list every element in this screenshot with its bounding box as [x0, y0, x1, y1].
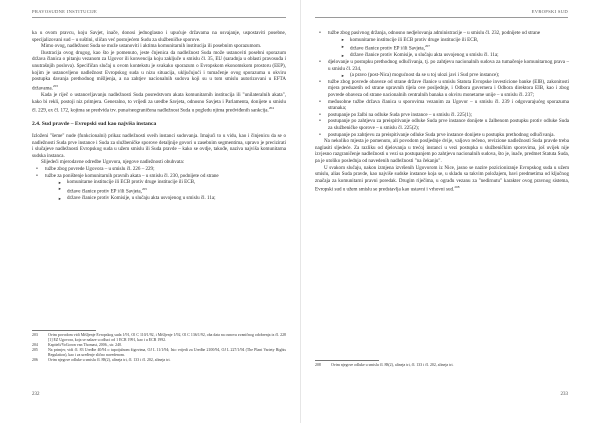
page-number: 232 — [32, 392, 40, 397]
running-header: EVROPSKI SUD — [531, 9, 568, 14]
header-rule — [315, 17, 568, 18]
footnotes — [32, 330, 286, 364]
paragraph: U svakom slučaju, nakon izmjena izvršenih Ugovorom iz Nice, jasno se nazire pozicioniranje Evropskog suda u užem smislu, alias Suda pravde, kao najviše sudske instance koja se, u skladu sa takvim položajem, bavi predmetima od ključnog značaja za komunitarni pravni poredak. Drugim riječima, u ograđu vezanu za "nedirnutu" karakter ovog pravnog sistema, Evropski sud u užem smislu se predstavlja kao ustavni i vrhovni sud.$^{208}$ — [315, 164, 569, 193]
footnotes — [315, 360, 569, 368]
list-item: • postupanje po zahtjevu za preispitivanje odluke Suda prve instance donijete u postupku prethodnog odlučivanja. — [315, 132, 569, 139]
footnote-mark[interactable]: 205 — [141, 186, 148, 191]
list-item: • tužbe zbog povrede Ugovora – u smislu čl. 226 – 229; — [32, 166, 286, 173]
footnote: 208 Ovim njegove odluke u smislu čl. 88(2), alineja tri, čl. 133 i čl. 202, alineja tri. — [315, 363, 454, 367]
competence-list — [32, 166, 286, 202]
list-item: • međusobne tužbe država članica u sporovima vezanim za Ugovor – u smislu čl. 239 i odgovarajućeg sporazuma stranaka; — [315, 99, 569, 112]
list-item: • tužbe zbog pasivnog držanja, odnosno nedjelovanja administracije – u smislu čl. 232, podnijete od strane ► komunitarne institucije ili ECB protiv druge institucije ili ECB, ► države članice protiv EP i/ili Savjeta,$^{207}$ ► države članice protiv Komisije, u slučaju akta usvojenog u smislu čl. 11a; — [315, 30, 569, 59]
sub-list-item: ► države članice protiv EP i/ili Savjeta,$^{207}$ — [328, 43, 569, 52]
paragraph: Slijedeći mjerodavne odredbe Ugovora, njegove nadležnosti obuhvata: — [41, 159, 185, 166]
paragraph: Mimo ovog, nadležnost Suda se može ustanoviti i aktima komunitarnih institucija ili posebnim sporazumom. — [41, 43, 262, 50]
footnote-mark[interactable]: 208 — [454, 185, 460, 190]
sub-list-item: ► komunitarne institucije ili ECB protiv druge institucije ili ECB, — [328, 37, 569, 44]
section-heading: 2.4. Sud pravde – Evropski sud kao najviša instanca — [32, 121, 157, 128]
sub-list — [328, 72, 569, 79]
paragraph: ka u ovom pravcu, koju Savjet, inače, donosi jednoglasno i upućuje državama na usvajanje, uspostaviti posebne, specijalizovani sud – u suštini, sličan već postojećem Sudu za službeničke sporove. — [32, 30, 286, 43]
running-header: PRAVOSUDNE INSTITUCIJE — [32, 9, 98, 14]
right-page — [300, 0, 600, 423]
list-item: • postupanje po zahtjevu za preispitivanje odluke Suda prve instance donijete u žalbenom postupku protiv odluke Suda za službeničke sporove – u smislu čl. 225(2); — [315, 118, 569, 131]
header-rule — [32, 17, 286, 18]
paragraph: Na nekoliko mjesta je pomenuto, ali povodom posljednje dvije, valjovo rečeno, revizione nadležnosti Suda pravde treba naglasiti sljedeće. Za razliku od djelovanja u trećoj instanci u vezi postupka u službeničkim sporovima, još uvijek nije izvjesno razgraničenje nadležnosti u vezi sa postupanjem po zahtjevu nacionalnih sudova, što je, inače, predmet Statuta Suda, pa je utoliko poslednja od navedenih nadležnosti "na čekanju". — [315, 138, 569, 164]
sub-list-item: ► (a pravo (post-Nica) mogućnost da se u toj ulozi javi i Sud prve instance); — [328, 72, 569, 79]
sub-list-item: ► države članice protiv Komisije, u slučaju akta usvojenog u smislu čl. 11a; — [328, 52, 569, 59]
paragraph: Kada je riječ o ustanovljavanju nadležnosti Suda posredstvom akata komunitarnih institucija ili "unilateralnih akata", kako bi rekli, postoji niz primjera. Generalno, to vrijedi za uredbe Savjeta, odnosno Savjeta i Parlamenta, donijete u smislu čl. 229, ex čl. 172, kojima se predvida trv. puna/neograničena nadležnost Suda u pogledu njima predviđenih sankcija.$^{204}$ — [32, 92, 286, 114]
list-item: • tužbe zbog povrede obaveze od strane države članice u smislu Statuta Evropske investicione banke (EIB), zakonitosti mjera preduzetih od strane upravnih tijela ove posljednje, i Odbora guvernera i Odbora direktora EIB, kao i zbog povrede obaveza od strane nacionalnih centralnih banaka u okviru monetarne unije – u smislu čl. 237; — [315, 79, 569, 99]
list-item: • tužbe za poništenje komunitarnih pravnih akata – u smislu čl. 230, podnijete od strane ► komunitarne institucije ili ECB protiv druge institucije ili ECB, ► države članice protiv EP i/ili Savjeta,$^{205}$ ► države članice protiv Komisije, u slučaju akta usvojenog u smislu čl. 11a; — [32, 173, 286, 202]
sub-list-item: ► države članice protiv EP i/ili Savjeta,$^{205}$ — [45, 186, 286, 195]
sub-list-item: ► komunitarne institucije ili ECB protiv druge institucije ili ECB, — [45, 179, 286, 186]
footnote: 205 Na primjer, vidi čl. 83 Uredbe 40/94 o tupoijalnom žigovima, OJ L 11/1/94; Isto vrijedi za Uredbe 2100/94, OJ L 227/1/94 (The Plant Variety Rights Regulation), kao i za uređenje slično navedenom. — [32, 348, 286, 358]
page-number: 233 — [560, 392, 568, 397]
right-body-text — [315, 30, 569, 194]
sub-list — [328, 37, 569, 59]
paragraph: Ilustracija ovog drugog, kao što je pomenuto, jeste čnjenica da nadležnost Suda može ustanoviti posebni sporazum država članica o pitanju vezanom za Ugovor ili konvencija koju zaključe u smislu čl. 35, EU (saradnja u oblasti pravosuđa i unutrašnjih poslova). Specifičan slučaj u ovom kontekstu je svakako sporazum o Evropskom ekonomskom prostoru (EEP), kojim je ustanovljeno nadležnost Evropskog suda u nizu situacija, uključujući i tumačenje ovog sporazuma u okviru postupka davanja prethodnog mišljenja, a na zahtjev nacionalnih sudova koji su u tom smislu autorizovani u EFTA državama.$^{203}$ — [32, 49, 286, 92]
sub-list-item: ► države članice protiv Komisije, u slučaju akta usvojenog u smislu čl. 11a; — [45, 195, 286, 202]
footnote: 204 Kapiteli/VoGoron van Thomast, 2006., str. 240. — [32, 343, 122, 348]
footnote-mark[interactable]: 204 — [268, 106, 274, 111]
list-item: • postupanje po žalbi na odluke Suda prve instance – u smislu čl. 225(1); — [315, 112, 569, 119]
sub-list — [45, 179, 286, 201]
footnote-mark[interactable]: 207 — [424, 44, 431, 49]
left-body-text — [32, 30, 286, 202]
footnote-rule — [315, 360, 379, 361]
footnote-rule — [32, 330, 96, 331]
paragraph: Izloženi "šeme" nude (funkcionalni) prikaz nadležnosti sveih instanci sudovanja. Imajući to u vidu, kao i činjenicu da se o nadležnosti Suda prve instance i Suda za službeničke sporove detaljnije govori u zasebnim segmentima, upravo je precizirati i slučajeve nadležnosti Evropskog suda u užem smislu ili Suda pravde – kako se ovdje, takođe, naziva najviša komunitarna sudska instanca. — [32, 133, 286, 159]
footnote-mark[interactable]: 203 — [52, 83, 58, 88]
footnote: 203 Ovim povodom vidi Mišljenje Evropskog suda 1/91, Ol C 110/1/92, i Mišljenje 1/92, Ol C 136/1/92, oba data na osnovu zvaničnog odobrenja iz čl. 228 [1] EZ Ugovora, koja se nalaze u odluci od 1 ECR 1991, kao i u ECR 1992. — [32, 333, 286, 343]
list-item: • djelovanje u postupku prethodnog odlučivanja, tj. po zahtjevu nacionalnih sudova za tumačenje komunitarnog prava – u smislu čl. 234, ► (a pravo (post-Nica) mogućnost da se u toj ulozi javi i Sud prve instance); — [315, 59, 569, 79]
competence-list — [315, 30, 569, 138]
footnote: 206 Ovim njegove odluke u smislu čl. 88(2), alineja tri, čl. 133 i čl. 202, alineja tri. — [32, 358, 171, 363]
